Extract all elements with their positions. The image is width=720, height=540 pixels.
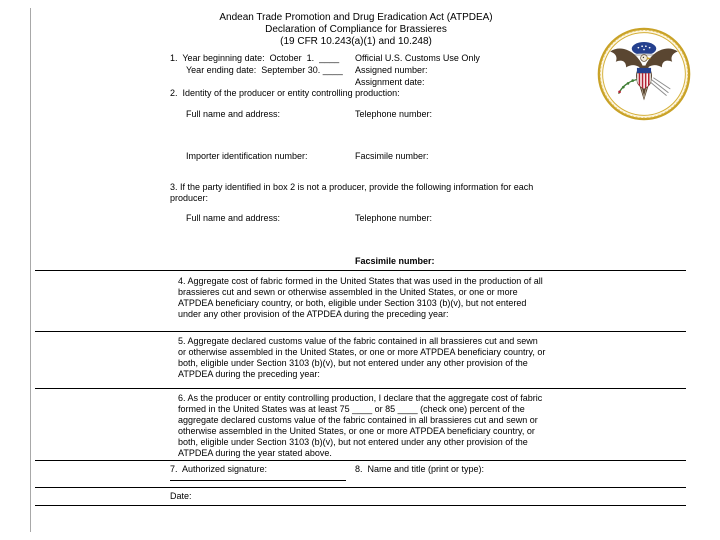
- left-edge-rule: [30, 8, 31, 532]
- item3-full-name-label: Full name and address:: [186, 213, 281, 223]
- item1-customs-use-label: Official U.S. Customs Use Only: [355, 53, 480, 63]
- item2-importer-id-label: Importer identification number:: [186, 151, 308, 161]
- item3-telephone-label: Telephone number:: [355, 213, 433, 223]
- item3-facsimile-label: Facsimile number:: [355, 256, 435, 266]
- item1-assignment-date-label: Assignment date:: [355, 77, 425, 87]
- item1-year-ending-label: Year ending date: September 30. ____: [186, 65, 343, 75]
- item3-heading: 3. If the party identified in box 2 is not a producer, provide the following information for each producer:: [170, 182, 534, 203]
- item2-facsimile-label: Facsimile number:: [355, 151, 429, 161]
- item4-text: 4. Aggregate cost of fabric formed in the United States that was used in the production of all brassieres cut and sewn or otherwise assembled in the United States, or one or more ATPDEA beneficiary country, or both, eligible under Section 3103 (b)(v), but not entered under any other provision of the ATPDEA during the preceding year:: [178, 276, 543, 319]
- item1-year-beginning-label: 1. Year beginning date: October 1. ____: [170, 53, 340, 63]
- divider-above-item6: [35, 388, 686, 389]
- item6-text: 6. As the producer or entity controlling production, I declare that the aggregate cost of fabric formed in the United States was at least 75 ____ or 85 ____ (check one) percent of the aggregate declared customs value of the fabric contained in all brassieres cut and sewn or otherwise assembled in the United States, or one or more ATPDEA beneficiary country, or both, eligible under Section 3103 (b)(v), but not entered under any other provision of the ATPDEA during the year stated above.: [178, 393, 543, 458]
- signature-line: [170, 480, 346, 481]
- divider-above-date: [35, 487, 686, 488]
- form-title-block: [170, 12, 542, 48]
- item1-assigned-number-label: Assigned number:: [355, 65, 428, 75]
- item2-full-name-label: Full name and address:: [186, 109, 281, 119]
- date-label: Date:: [170, 491, 192, 501]
- item2-heading: 2. Identity of the producer or entity controlling production:: [170, 88, 400, 98]
- item7-authorized-signature-label: 7. Authorized signature:: [170, 464, 268, 474]
- divider-above-item7: [35, 460, 686, 461]
- item2-telephone-label: Telephone number:: [355, 109, 433, 119]
- divider-below-date: [35, 505, 686, 506]
- form-title-line1: Andean Trade Promotion and Drug Eradication Act (ATPDEA): [219, 12, 493, 23]
- us-great-seal-icon: [597, 27, 691, 121]
- form-title-line2: Declaration of Compliance for Brassieres: [265, 24, 447, 35]
- divider-above-item4: [35, 270, 686, 271]
- divider-above-item5: [35, 331, 686, 332]
- form-title-line3: (19 CFR 10.243(a)(1) and 10.248): [280, 36, 432, 47]
- item5-text: 5. Aggregate declared customs value of the fabric contained in all brassieres cut and sewn or otherwise assembled in the United States, or one or more ATPDEA beneficiary country, or both, eligible under Section 3103 (b)(v), but not entered under any other provision of the ATPDEA during the preceding year:: [178, 336, 546, 379]
- item8-name-title-label: 8. Name and title (print or type):: [355, 464, 485, 474]
